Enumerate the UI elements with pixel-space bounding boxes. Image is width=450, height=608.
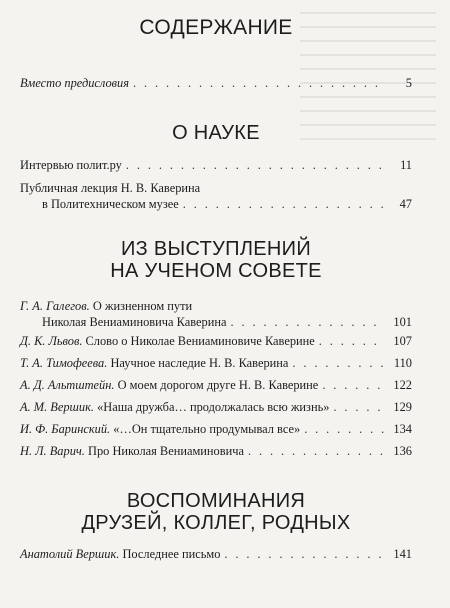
entry-title: Вместо предисловия [20,76,130,90]
entry-title: Научное наследие Н. В. Каверина [110,356,289,370]
entry-author: Д. К. Львов. [20,334,83,348]
entry-author: Анатолий Вершик. [20,547,120,561]
entry-page: 47 [399,197,412,211]
dot-leader [133,75,384,91]
dot-leader [304,421,384,437]
entry-author: А. М. Вершик. [20,400,94,414]
entry-page: 141 [393,547,412,561]
entry-author: И. Ф. Баринский. [20,422,111,436]
entry-page: 107 [393,334,412,348]
entry-author: Н. Л. Варич. [20,444,85,458]
toc-title: СОДЕРЖАНИЕ [139,16,293,39]
entry-page: 129 [393,400,412,414]
toc-entry[interactable] [20,377,412,393]
entry-author: А. Д. Альтштейн. [20,378,115,392]
dot-leader [319,333,384,349]
toc-entry[interactable] [20,298,412,330]
dot-leader [248,443,384,459]
entry-page: 101 [393,315,412,329]
entry-page: 122 [393,378,412,392]
toc-entry[interactable] [20,421,412,437]
section-heading-science: О НАУКЕ [172,122,260,144]
toc-entry[interactable] [20,180,412,212]
entry-author: Т. А. Тимофеева. [20,356,108,370]
entry-title: Слово о Николае Вениаминовиче Каверине [85,334,315,348]
entry-author: Г. А. Галегов. [20,299,90,313]
entry-title: «…Он тщательно продумывал все» [113,422,301,436]
dot-leader [322,377,384,393]
entry-title: Интервью полит.ру [20,158,122,172]
toc-entry[interactable] [20,157,412,173]
entry-title-line-2: в Политехническом музее [42,197,179,211]
dot-leader [333,399,384,415]
entry-title: «Наша дружба… продолжалась всю жизнь» [97,400,330,414]
toc-entry-preface[interactable] [20,75,412,91]
dot-leader [230,314,384,330]
dot-leader [224,546,384,562]
entry-title: О моем дорогом друге Н. В. Каверине [117,378,319,392]
entry-page: 11 [400,158,412,172]
entry-page: 5 [405,76,412,90]
dot-leader [126,157,384,173]
entry-title: Последнее письмо [122,547,221,561]
dot-leader [183,196,384,212]
section-heading-memoirs: ВОСПОМИНАНИЯ ДРУЗЕЙ, КОЛЛЕГ, РОДНЫХ [81,490,351,534]
entry-page: 136 [393,444,412,458]
toc-entry[interactable] [20,355,412,371]
toc-entry[interactable] [20,399,412,415]
entry-page: 110 [393,356,412,370]
entry-title-line-1: О жизненном пути [92,299,193,313]
toc-entry[interactable] [20,546,412,562]
entry-title-line-1: Публичная лекция Н. В. Каверина [20,181,201,195]
entry-page: 134 [393,422,412,436]
section-heading-council: ИЗ ВЫСТУПЛЕНИЙ НА УЧЕНОМ СОВЕТЕ [110,238,322,282]
toc-entry[interactable] [20,443,412,459]
dot-leader [292,355,384,371]
entry-title-line-2: Николая Вениаминовича Каверина [42,315,227,329]
toc-entry[interactable] [20,333,412,349]
entry-title: Про Николая Вениаминовича [88,444,244,458]
